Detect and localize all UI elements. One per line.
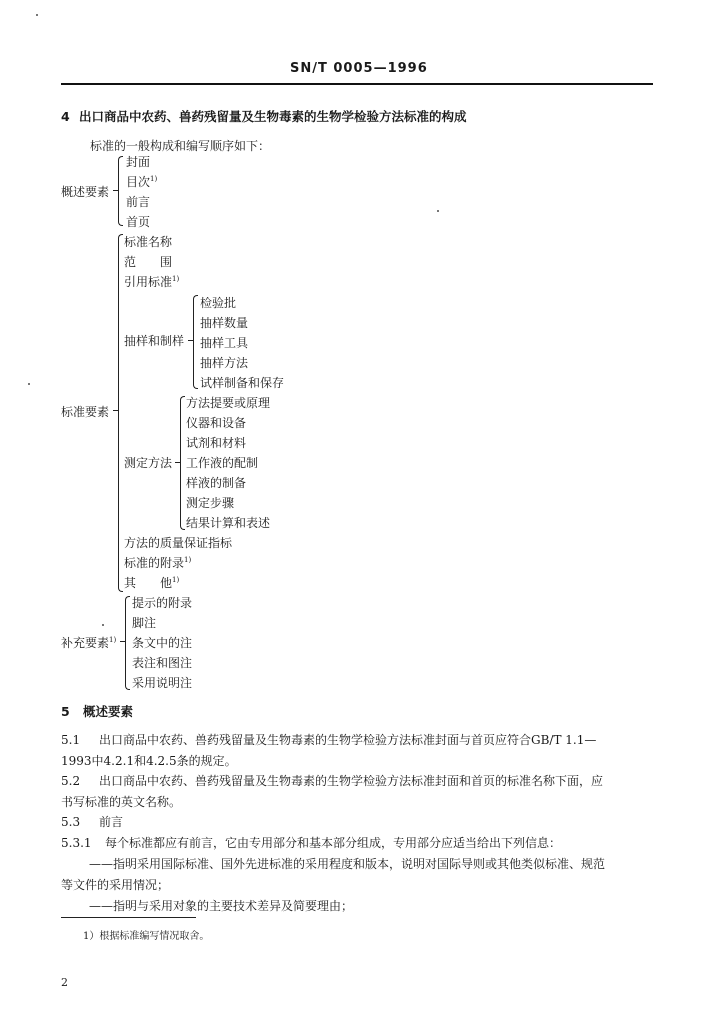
qa-item: 方法的质量保证指标 xyxy=(124,536,233,550)
annex-item: 标准的附录$^{1)}$ xyxy=(124,556,192,570)
clause-5-2: 5.2 出口商品中农药、兽药残留量及生物毒素的生物学检验方法标准封面和首页的标准名称下面，应 书写标准的英文名称。 xyxy=(61,774,604,809)
clause-5-3-1: 5.3.1 每个标准都应有前言，它由专用部分和基本部分组成，专用部分应适当给出下列信息： ——指明采用国际标准、国外先进标准的采用程度和版本，说明对国际导则或其他类似标准、规范 等文件的采用情况； ——指明与采用对象的主要技术差异及简要理由； xyxy=(61,833,657,917)
section-4-title: 出口商品中农药、兽药残留量及生物毒素的生物学检验方法标准的构成 xyxy=(79,109,467,124)
sampling-item: 抽样工具 xyxy=(200,336,249,350)
supplement-label: 补充要素$^{1)}$ xyxy=(61,636,117,650)
method-item: 仪器和设备 xyxy=(186,416,247,430)
footnote: 1）根据标准编写情况取舍。 xyxy=(83,931,210,942)
section-4-number: 4 xyxy=(61,109,70,124)
scope-item: 范 围 xyxy=(124,255,173,269)
method-item: 结果计算和表述 xyxy=(186,516,271,530)
overview-item: 目次$^{1)}$ xyxy=(126,175,158,189)
sampling-brace xyxy=(193,295,198,389)
overview-item: 首页 xyxy=(126,215,151,229)
scan-speck xyxy=(36,14,38,16)
header-rule xyxy=(61,83,653,85)
supplement-item: 条文中的注 xyxy=(132,636,193,650)
supplement-item: 脚注 xyxy=(132,616,157,630)
standard-number: SN/T 0005—1996 xyxy=(290,61,428,76)
overview-label: 概述要素 xyxy=(61,185,110,199)
standard-name-item: 标准名称 xyxy=(124,235,173,249)
footnote-rule xyxy=(61,917,196,918)
method-item: 方法提要或原理 xyxy=(186,396,271,410)
dash-item: ——指明采用国际标准、国外先进标准的采用程度和版本，说明对国际导则或其他类似标准、规范 xyxy=(89,857,606,871)
standard-elements-brace xyxy=(118,234,123,592)
sampling-item: 试样制备和保存 xyxy=(200,376,285,390)
clause-5-1: 5.1 出口商品中农药、兽药残留量及生物毒素的生物学检验方法标准封面与首页应符合GB/T 1.1— 1993中4.2.1和4.2.5条的规定。 xyxy=(61,733,597,768)
section-5-heading xyxy=(61,706,133,719)
clause-5-3: 5.3 前言 xyxy=(61,815,124,829)
others-item: 其 他$^{1)}$ xyxy=(124,576,180,590)
supplement-brace xyxy=(125,596,130,690)
supplement-item: 采用说明注 xyxy=(132,676,193,690)
scan-speck xyxy=(437,210,439,212)
overview-brace xyxy=(118,156,123,226)
section-4-intro: 标准的一般构成和编写顺序如下： xyxy=(90,139,271,153)
scan-speck xyxy=(102,624,104,626)
normative-refs-item: 引用标准$^{1)}$ xyxy=(124,275,180,289)
method-item: 工作液的配制 xyxy=(186,456,259,470)
method-label: 测定方法 xyxy=(124,456,173,470)
sampling-item: 抽样数量 xyxy=(200,316,249,330)
method-item: 试剂和材料 xyxy=(186,436,247,450)
method-item: 样液的制备 xyxy=(186,476,247,490)
sampling-item: 检验批 xyxy=(200,296,237,310)
overview-item: 前言 xyxy=(126,195,151,209)
sampling-brace-tick xyxy=(188,340,193,341)
section-5-title: 概述要素 xyxy=(83,704,134,719)
supplement-item: 表注和图注 xyxy=(132,656,193,670)
page-number: 2 xyxy=(61,976,68,989)
supplement-item: 提示的附录 xyxy=(132,596,193,610)
overview-item: 封面 xyxy=(126,155,151,169)
overview-brace-tick xyxy=(113,190,118,191)
sampling-label: 抽样和制样 xyxy=(124,334,185,348)
dash-item: ——指明与采用对象的主要技术差异及简要理由； xyxy=(89,899,354,913)
sampling-item: 抽样方法 xyxy=(200,356,249,370)
section-5-number: 5 xyxy=(61,704,70,719)
standard-brace-tick xyxy=(113,410,118,411)
method-item: 测定步骤 xyxy=(186,496,235,510)
method-brace xyxy=(180,396,185,530)
supplement-brace-tick xyxy=(120,641,125,642)
standard-elements-label: 标准要素 xyxy=(61,405,110,419)
scan-speck xyxy=(28,383,30,385)
section-4-heading xyxy=(61,111,467,124)
method-brace-tick xyxy=(175,462,180,463)
